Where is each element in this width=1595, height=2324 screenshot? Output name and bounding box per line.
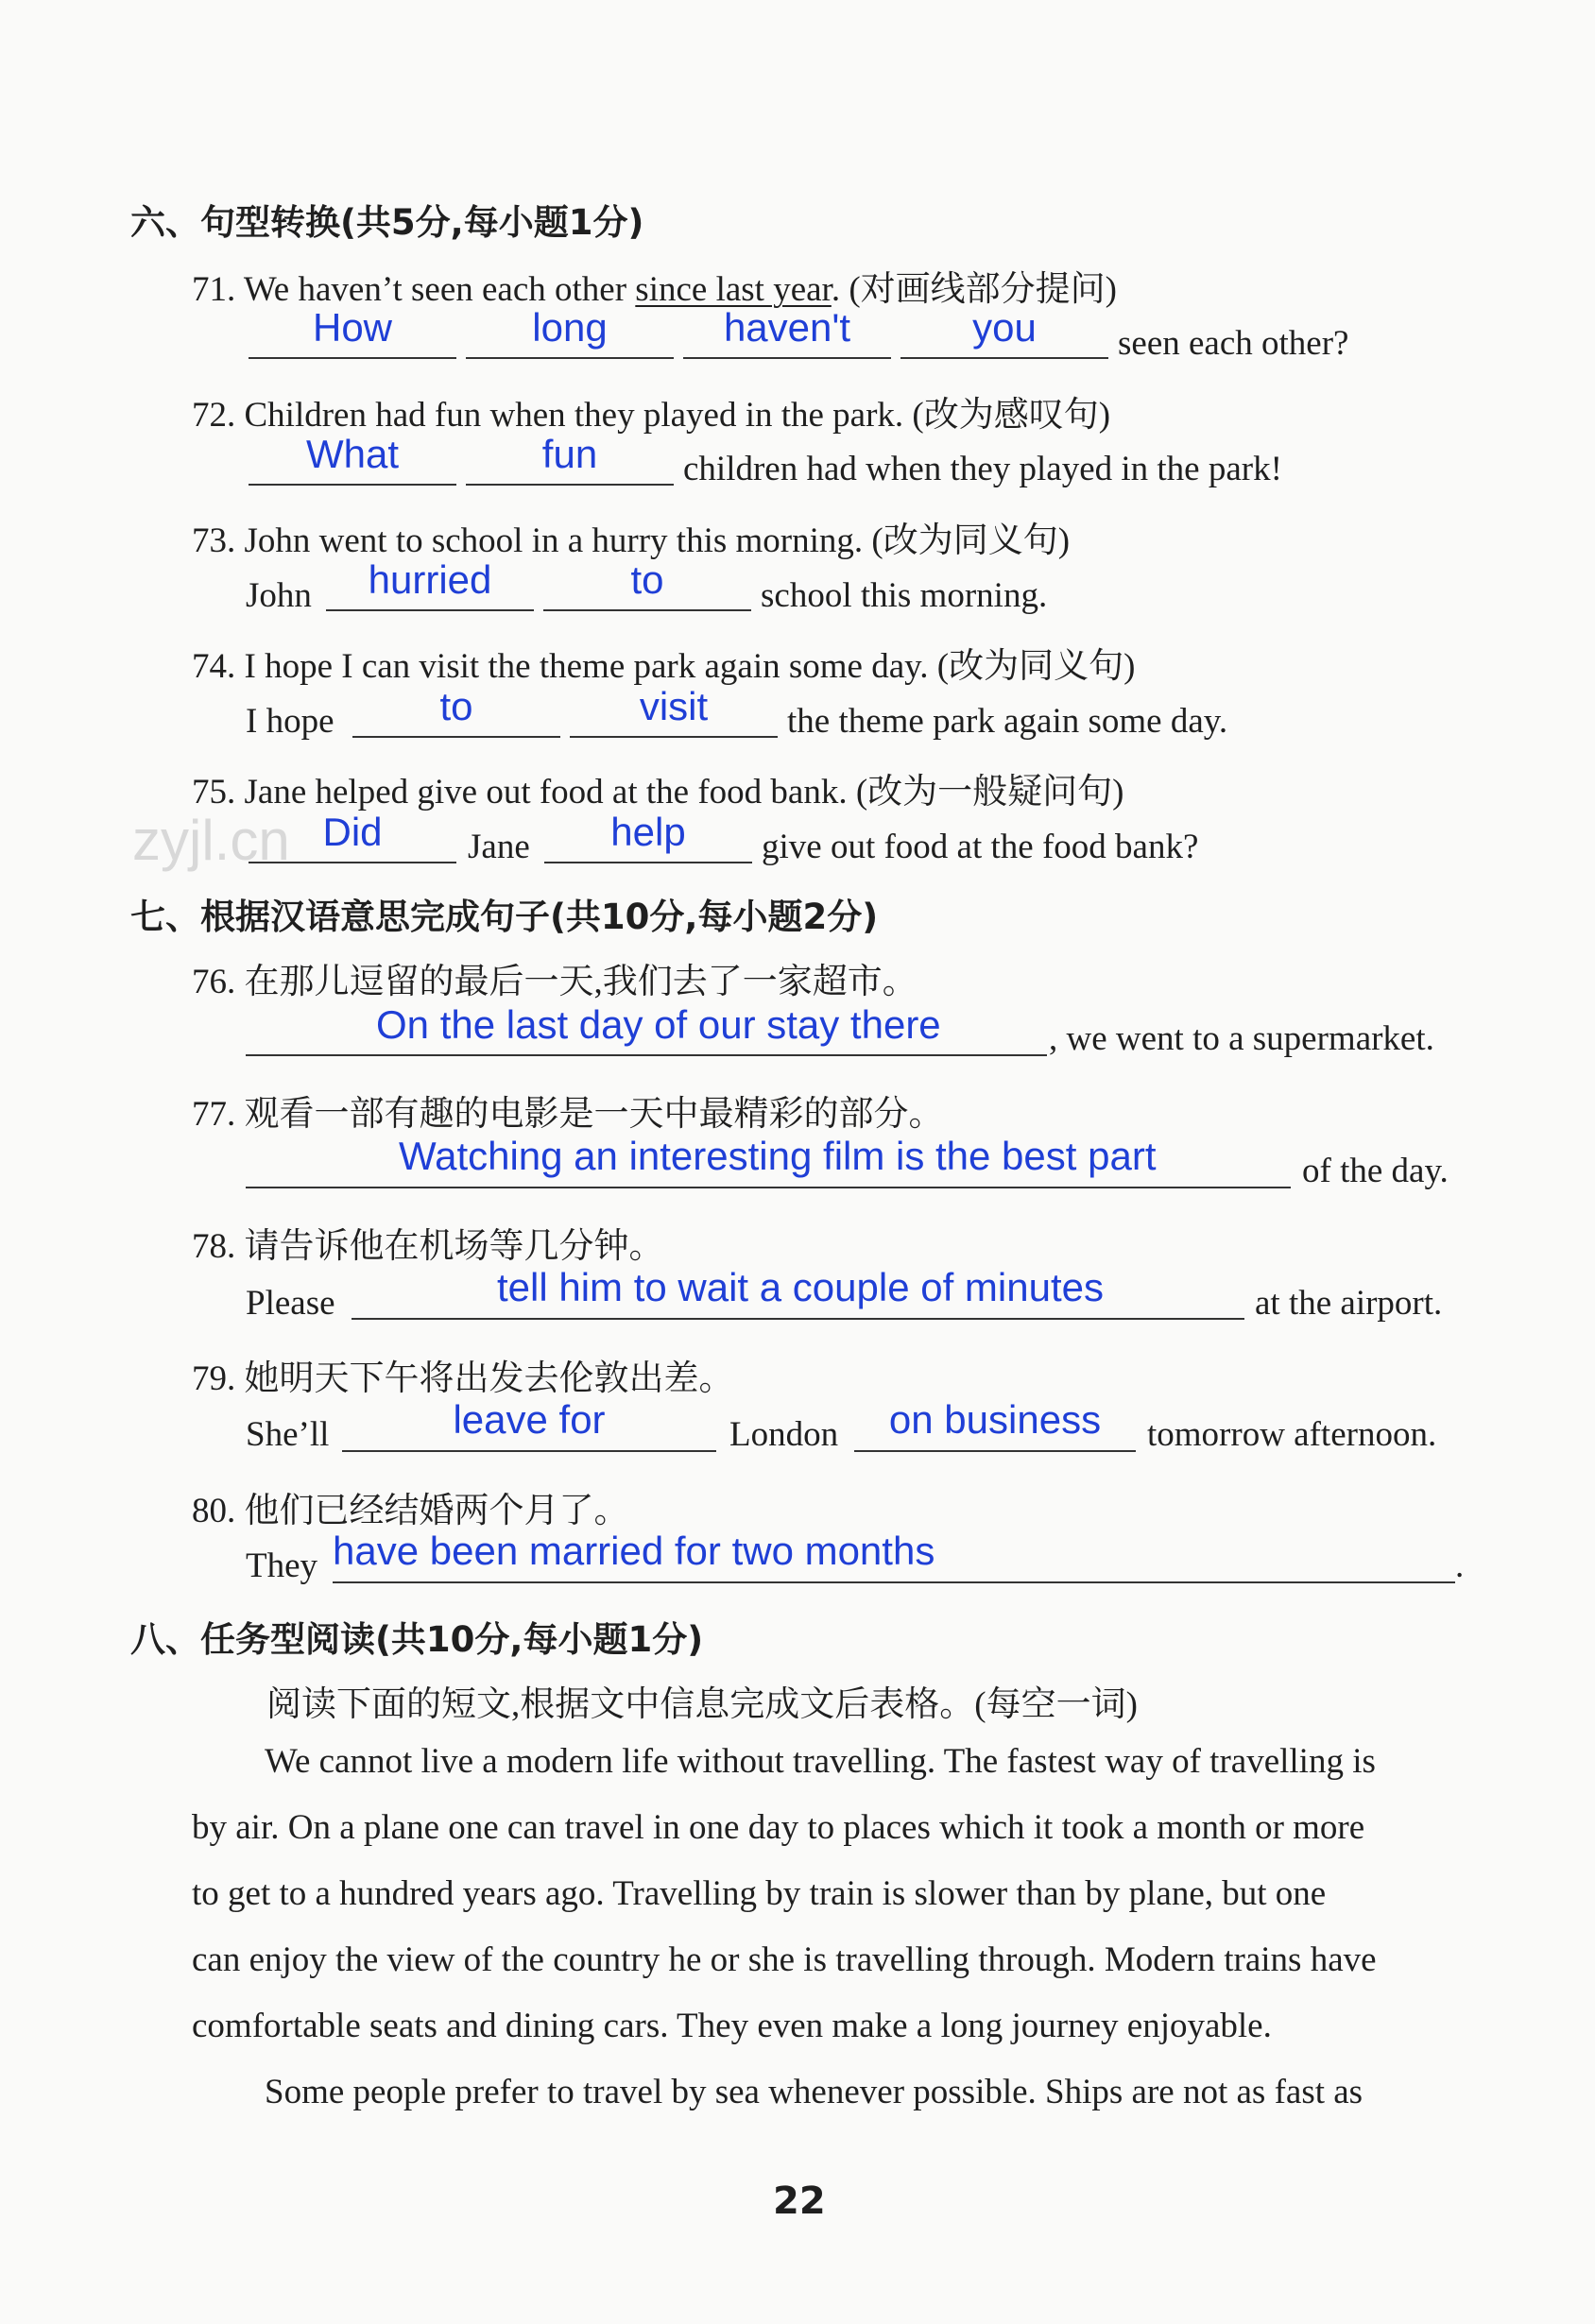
handwritten-answer: haven't: [723, 305, 851, 350]
question-number: 79.: [192, 1359, 236, 1398]
question-77: [192, 1085, 944, 1136]
question-number: 75.: [192, 773, 236, 812]
sentence-mid: Jane: [468, 828, 530, 866]
sentence-tail: of the day.: [1302, 1152, 1449, 1190]
answer-blank[interactable]: [326, 609, 534, 611]
question-number: 74.: [192, 647, 236, 686]
handwritten-answer: leave for: [453, 1397, 606, 1442]
sentence-tail: .: [1455, 1546, 1465, 1585]
reading-instruction: 阅读下面的短文,根据文中信息完成文后表格。(每空一词): [266, 1685, 1138, 1724]
handwritten-answer: to: [439, 684, 473, 728]
question-71: [192, 260, 1117, 311]
question-instruction: . (对画线部分提问): [831, 270, 1117, 309]
sentence-lead: They: [246, 1546, 318, 1585]
handwritten-answer: On the last day of our stay there: [376, 1002, 941, 1047]
question-76: [192, 952, 918, 1003]
question-text: Jane helped give out food at the food bank. (改为一般疑问句): [244, 773, 1124, 812]
question-80: [192, 1481, 629, 1532]
sentence-mid: London: [729, 1415, 839, 1454]
handwritten-answer: Did: [322, 810, 383, 854]
answer-blank[interactable]: [544, 862, 752, 863]
question-74: [192, 637, 1135, 688]
question-78: [192, 1217, 664, 1268]
sentence-tail: give out food at the food bank?: [762, 828, 1199, 866]
question-text: 在那儿逗留的最后一天,我们去了一家超市。: [244, 963, 918, 1001]
question-text: I hope I can visit the theme park again some day. (改为同义句): [244, 647, 1136, 686]
answer-blank[interactable]: [466, 484, 674, 486]
answer-blank[interactable]: [543, 609, 751, 611]
answer-blank[interactable]: [249, 484, 456, 486]
question-number: 78.: [192, 1227, 236, 1266]
question-text: 请告诉他在机场等几分钟。: [244, 1227, 664, 1266]
handwritten-answer: Watching an interesting film is the best part: [399, 1134, 1157, 1178]
answer-blank[interactable]: [352, 1318, 1244, 1320]
answer-blank[interactable]: [352, 736, 560, 738]
sentence-lead: She’ll: [246, 1415, 330, 1454]
handwritten-answer: visit: [639, 684, 709, 728]
section-6-heading: 六、句型转换(共5分,每小题1分): [130, 202, 644, 243]
passage-line: by air. On a plane one can travel in one day to places which it took a month or more: [192, 1808, 1365, 1847]
answer-blank[interactable]: [333, 1581, 1455, 1583]
passage-line: We cannot live a modern life without travelling. The fastest way of travelling is: [265, 1742, 1376, 1781]
sentence-tail: tomorrow afternoon.: [1147, 1415, 1437, 1454]
question-number: 73.: [192, 521, 236, 560]
sentence-lead: I hope: [246, 702, 334, 741]
sentence-tail: school this morning.: [761, 576, 1048, 615]
answer-blank[interactable]: [854, 1450, 1136, 1452]
question-text: We haven’t seen each other: [243, 270, 636, 309]
sentence-lead: John: [246, 576, 312, 615]
answer-blank[interactable]: [466, 357, 674, 359]
handwritten-answer: you: [972, 305, 1037, 350]
handwritten-answer: on business: [888, 1397, 1102, 1442]
answer-blank[interactable]: [342, 1450, 716, 1452]
underlined-phrase: since last year: [635, 270, 832, 309]
question-number: 72.: [192, 396, 236, 435]
question-text: 她明天下午将出发去伦敦出差。: [244, 1359, 734, 1398]
handwritten-answer: long: [532, 305, 608, 350]
answer-blank[interactable]: [246, 1054, 1047, 1056]
sentence-tail: seen each other?: [1118, 324, 1349, 363]
question-number: 80.: [192, 1492, 236, 1530]
sentence-lead: Please: [246, 1284, 335, 1323]
question-72: [192, 385, 1110, 436]
page-number: 22: [773, 2179, 826, 2223]
answer-blank[interactable]: [570, 736, 778, 738]
sentence-tail: , we went to a supermarket.: [1049, 1019, 1434, 1058]
handwritten-answer: How: [312, 305, 393, 350]
question-79: [192, 1349, 734, 1400]
watermark: zyjl.cn: [132, 809, 290, 872]
handwritten-answer: have been married for two months: [333, 1529, 935, 1573]
passage-line: to get to a hundred years ago. Travelling by train is slower than by plane, but one: [192, 1874, 1327, 1913]
question-number: 76.: [192, 963, 236, 1001]
sentence-tail: the theme park again some day.: [787, 702, 1228, 741]
handwritten-answer: fun: [541, 432, 598, 476]
passage-line: Some people prefer to travel by sea whenever possible. Ships are not as fast as: [265, 2073, 1363, 2111]
question-text: 观看一部有趣的电影是一天中最精彩的部分。: [244, 1095, 944, 1134]
question-number: 77.: [192, 1095, 236, 1134]
question-number: 71.: [192, 270, 236, 309]
question-73: [192, 511, 1070, 562]
handwritten-answer: tell him to wait a couple of minutes: [497, 1265, 1104, 1309]
sentence-tail: children had when they played in the park!: [683, 450, 1282, 488]
section-8-heading: 八、任务型阅读(共10分,每小题1分): [130, 1619, 704, 1660]
question-text: Children had fun when they played in the park. (改为感叹句): [244, 396, 1111, 435]
passage-line: comfortable seats and dining cars. They even make a long journey enjoyable.: [192, 2007, 1272, 2045]
question-text: John went to school in a hurry this morning. (改为同义句): [244, 521, 1071, 560]
question-75: [192, 762, 1123, 813]
handwritten-answer: hurried: [368, 557, 492, 602]
answer-blank[interactable]: [249, 862, 456, 863]
answer-blank[interactable]: [246, 1187, 1291, 1188]
handwritten-answer: help: [610, 810, 686, 854]
answer-blank[interactable]: [900, 357, 1108, 359]
answer-blank[interactable]: [249, 357, 456, 359]
question-text: 他们已经结婚两个月了。: [244, 1492, 629, 1530]
sentence-tail: at the airport.: [1255, 1284, 1443, 1323]
handwritten-answer: What: [305, 432, 400, 476]
handwritten-answer: to: [630, 557, 664, 602]
passage-line: can enjoy the view of the country he or she is travelling through. Modern trains have: [192, 1940, 1377, 1979]
answer-blank[interactable]: [683, 357, 891, 359]
section-7-heading: 七、根据汉语意思完成句子(共10分,每小题2分): [130, 897, 879, 937]
